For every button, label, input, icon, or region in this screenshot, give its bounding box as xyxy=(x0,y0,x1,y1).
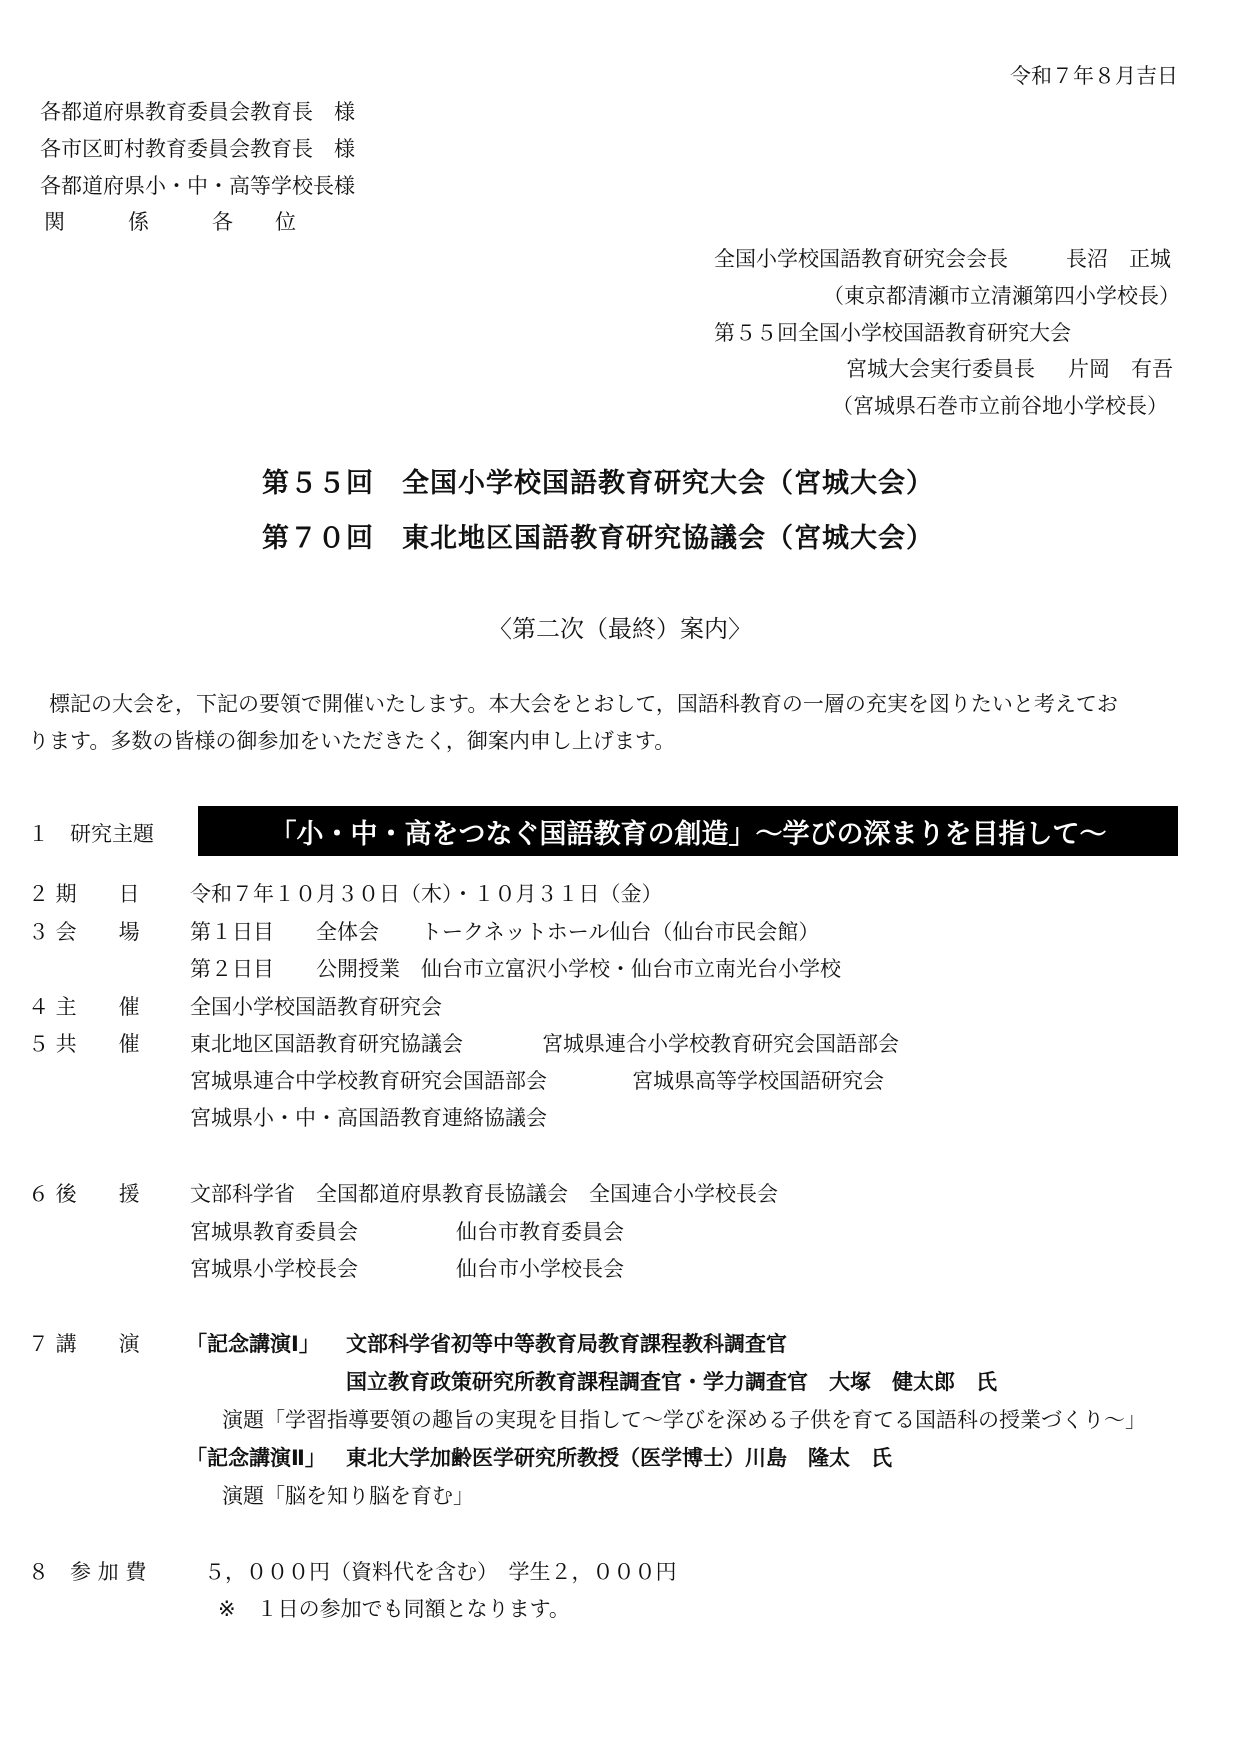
support-label: ６ 後 援 xyxy=(28,1182,140,1206)
theme-banner: 「小・中・高をつなぐ国語教育の創造」～学びの深まりを目指して～ xyxy=(198,806,1178,856)
intro-paragraph xyxy=(28,686,1178,760)
venue-day2: 第２日目 公開授業 仙台市立富沢小学校・仙台市立南光台小学校 xyxy=(190,957,841,981)
lecture1-heading: 「記念講演Ⅰ」 xyxy=(186,1332,320,1356)
venue-day1: 第１日目 全体会 トークネットホール仙台（仙台市民会館） xyxy=(190,920,820,944)
recipient-line: 関 係 各 位 xyxy=(44,210,296,234)
host-label: ４ 主 催 xyxy=(28,995,140,1019)
sender2-affiliation: （宮城県石巻市立前谷地小学校長） xyxy=(832,394,1168,418)
intro-line: 標記の大会を，下記の要領で開催いたします。本大会をとおして，国語科教育の一層の充実を図りたいと考えてお xyxy=(28,692,1118,716)
cohost-item: 宮城県連合中学校教育研究会国語部会 xyxy=(190,1069,547,1093)
support-item: 文部科学省 全国都道府県教育長協議会 全国連合小学校長会 xyxy=(190,1182,778,1206)
sender1-name: 長沼 正城 xyxy=(1066,247,1171,271)
fee-label: ８ 参 加 費 xyxy=(28,1560,147,1584)
lecture2-heading: 「記念講演Ⅱ」 xyxy=(186,1446,326,1470)
lecture-label: ７ 講 演 xyxy=(28,1332,140,1356)
cohost-label: ５ 共 催 xyxy=(28,1032,140,1056)
support-item: 仙台市小学校長会 xyxy=(456,1257,624,1281)
cohost-item: 宮城県連合小学校教育研究会国語部会 xyxy=(542,1032,899,1056)
fee-note: ※ １日の参加でも同額となります。 xyxy=(218,1597,570,1621)
fee-value: ５，０００円（資料代を含む） 学生２，０００円 xyxy=(204,1560,677,1584)
issue-date: 令和７年８月吉日 xyxy=(1010,64,1178,88)
cohost-item: 東北地区国語教育研究協議会 xyxy=(190,1032,463,1056)
lecture1-topic: 演題「学習指導要領の趣旨の実現を目指して～学びを深める子供を育てる国語科の授業づくり～」 xyxy=(222,1408,1146,1432)
lecture1-speaker-title1: 文部科学省初等中等教育局教育課程教科調査官 xyxy=(346,1332,787,1356)
recipient-line: 各都道府県教育委員会教育長 様 xyxy=(40,100,355,124)
recipient-line: 各都道府県小・中・高等学校長様 xyxy=(40,174,355,198)
recipient-line: 各市区町村教育委員会教育長 様 xyxy=(40,137,355,161)
support-item: 宮城県小学校長会 xyxy=(190,1257,358,1281)
document-title-line1: 第５５回 全国小学校国語教育研究大会（宮城大会） xyxy=(262,468,934,499)
event-date: 令和７年１０月３０日（木）・１０月３１日（金） xyxy=(190,882,663,906)
lecture2-speaker: 東北大学加齢医学研究所教授（医学博士）川島 隆太 氏 xyxy=(346,1446,892,1470)
lecture1-speaker-title2: 国立教育政策研究所教育課程調査官・学力調査官 大塚 健太郎 氏 xyxy=(346,1370,997,1394)
document-subtitle: 〈第二次（最終）案内〉 xyxy=(488,615,752,643)
host-value: 全国小学校国語教育研究会 xyxy=(190,995,442,1019)
intro-line: ります。多数の皆様の御参加をいただきたく，御案内申し上げます。 xyxy=(28,729,676,753)
document-title-line2: 第７０回 東北地区国語教育研究協議会（宮城大会） xyxy=(262,523,934,554)
cohost-item: 宮城県小・中・高国語教育連絡協議会 xyxy=(190,1106,547,1130)
venue-label: ３ 会 場 xyxy=(28,920,140,944)
lecture2-topic: 演題「脳を知り脳を育む」 xyxy=(222,1484,474,1508)
sender1-affiliation: （東京都清瀬市立清瀬第四小学校長） xyxy=(823,284,1180,308)
sender1-title: 全国小学校国語教育研究会会長 xyxy=(714,247,1008,271)
theme-label: １ 研究主題 xyxy=(28,822,154,846)
sender2-name: 片岡 有吾 xyxy=(1068,357,1173,381)
sender2-org: 第５５回全国小学校国語教育研究大会 xyxy=(714,321,1071,345)
cohost-item: 宮城県高等学校国語研究会 xyxy=(632,1069,884,1093)
date-label: ２ 期 日 xyxy=(28,882,140,906)
sender2-title: 宮城大会実行委員長 xyxy=(846,357,1035,381)
support-item: 仙台市教育委員会 xyxy=(456,1220,624,1244)
support-item: 宮城県教育委員会 xyxy=(190,1220,358,1244)
